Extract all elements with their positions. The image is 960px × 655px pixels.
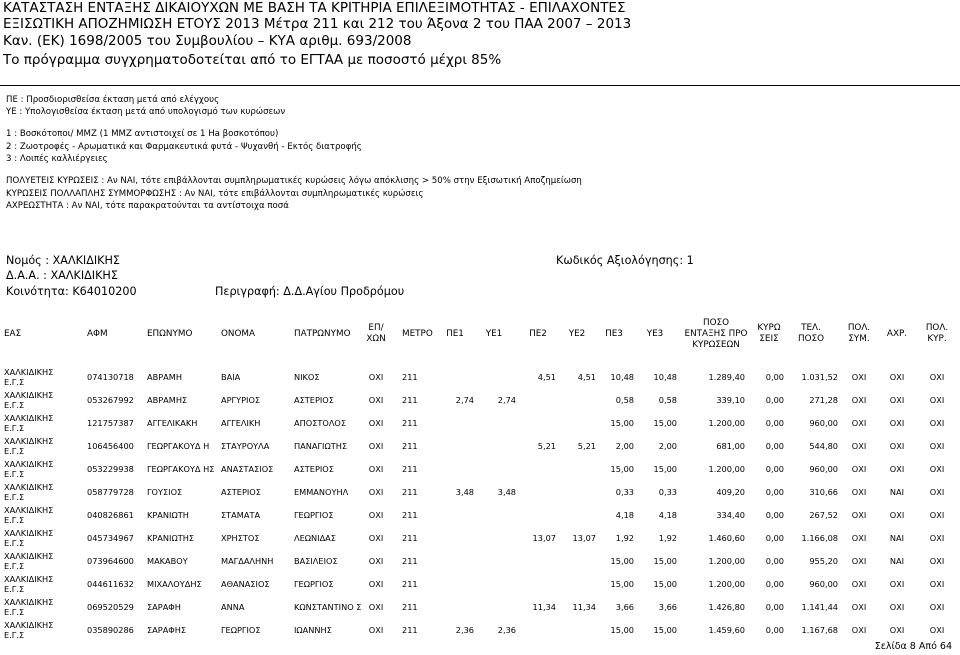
cell-ye3: 2,00 — [658, 440, 677, 451]
cell-pol-sym: ΟΧΙ — [851, 440, 867, 451]
cell-axr: ΟΧΙ — [889, 417, 905, 428]
cell-pol-kyr: ΟΧΙ — [929, 624, 945, 635]
cell-ye1 — [480, 411, 516, 434]
cell-kyroseis: 0,00 — [765, 509, 784, 520]
cell-eas: ΧΑΛΚΙΔΙΚΗΣ Ε.Γ.Σ — [4, 458, 54, 479]
cell-ye1 — [480, 434, 516, 457]
cell-patronymo: ΓΕΩΡΓΙΟΣ — [294, 578, 334, 589]
cell-ye1: 2,36 — [497, 624, 516, 635]
col-header-ye2: ΥΕ2 — [568, 328, 586, 339]
cell-pe3: 4,18 — [615, 509, 634, 520]
col-header-pe1: ΠΕ1 — [446, 328, 464, 339]
cell-eas: ΧΑΛΚΙΔΙΚΗΣ Ε.Γ.Σ — [4, 619, 54, 640]
cell-pe1 — [440, 549, 474, 572]
table-row — [0, 434, 960, 457]
cell-eas: ΧΑΛΚΙΔΙΚΗΣ Ε.Γ.Σ — [4, 573, 54, 594]
cell-epixon: ΟΧΙ — [368, 578, 384, 589]
legend-axreostita: ΑΧΡΕΩΣΤΗΤΑ : Αν ΝΑΙ, τότε παρακρατούνται τα αντίστοιχα ποσά — [6, 201, 289, 211]
cell-patronymo: ΑΣΤΕΡΙΟΣ — [294, 394, 334, 405]
cell-pe3: 0,58 — [615, 394, 634, 405]
cell-onoma: ΧΡΗΣΤΟΣ — [221, 532, 260, 543]
cell-onoma: ΜΑΓΔΑΛΗΝΗ — [221, 555, 274, 566]
cell-ye1 — [480, 526, 516, 549]
cell-metro: 211 — [402, 371, 418, 382]
cell-pe3: 2,00 — [615, 440, 634, 451]
cell-metro: 211 — [402, 440, 418, 451]
cell-pe2: 5,21 — [537, 440, 556, 451]
cell-pe1: 2,36 — [455, 624, 474, 635]
cell-kyroseis: 0,00 — [765, 440, 784, 451]
cell-eas: ΧΑΛΚΙΔΙΚΗΣ Ε.Γ.Σ — [4, 504, 54, 525]
cell-ye1: 2,74 — [497, 394, 516, 405]
col-header-pol-kyr: ΠΟΛ. ΚΥΡ. — [925, 323, 949, 344]
cell-eas: ΧΑΛΚΙΔΙΚΗΣ Ε.Γ.Σ — [4, 481, 54, 502]
cell-axr: ΟΧΙ — [889, 440, 905, 451]
cell-ye3: 15,00 — [653, 417, 677, 428]
legend-ye: ΥΕ : Υπολογισθείσα έκταση μετά από υπολογισμό των κυρώσεων — [6, 107, 286, 117]
cell-pe3: 15,00 — [610, 578, 634, 589]
cell-poso-entaxis: 1.426,80 — [708, 601, 745, 612]
col-header-pe3: ΠΕ3 — [605, 328, 623, 339]
cell-pe2 — [520, 572, 556, 595]
cell-pol-sym: ΟΧΙ — [851, 417, 867, 428]
cell-ye2: 5,21 — [577, 440, 596, 451]
cell-onoma: ΣΤΑΥΡΟΥΛΑ — [221, 440, 270, 451]
legend-polyeteis: ΠΟΛΥΕΤΕΙΣ ΚΥΡΩΣΕΙΣ : Αν ΝΑΙ, τότε επιβάλλονται συμπληρωματικές κυρώσεις λόγω απόκλισης > 50% στην Εξισωτική Αποζημείωση — [6, 176, 582, 186]
report-title-line-2: ΕΞΙΣΩΤΙΚΗ ΑΠΟΖΗΜΙΩΣΗ ΕΤΟΥΣ 2013 Μέτρα 211 και 212 του Άξονα 2 του ΠΑΑ 2007 – 2013 — [3, 16, 632, 32]
cell-afm: 074130718 — [87, 371, 134, 382]
table-row — [0, 480, 960, 503]
cell-kyroseis: 0,00 — [765, 578, 784, 589]
page-number: Σελίδα 8 Από 64 — [874, 641, 952, 652]
cell-metro: 211 — [402, 486, 418, 497]
cell-ye1 — [480, 365, 516, 388]
cell-poso-entaxis: 409,20 — [716, 486, 745, 497]
cell-pol-sym: ΟΧΙ — [851, 394, 867, 405]
cell-onoma: ΑΘΑΝΑΣΙΟΣ — [221, 578, 270, 589]
cell-pe1 — [440, 365, 474, 388]
cell-pe3: 15,00 — [610, 555, 634, 566]
table-row — [0, 595, 960, 618]
cell-onoma: ΑΡΓΥΡΙΟΣ — [221, 394, 261, 405]
kodikos-axiologisis: Κωδικός Αξιολόγησης: 1 — [556, 254, 694, 267]
cell-epixon: ΟΧΙ — [368, 440, 384, 451]
table-row — [0, 411, 960, 434]
cell-poso-entaxis: 1.460,60 — [708, 532, 745, 543]
col-header-poso-entaxis: ΠΟΣΟ ΕΝΤΑΞΗΣ ΠΡΟ ΚΥΡΩΣΕΩΝ — [684, 317, 748, 350]
cell-eponymo: ΓΟΥΣΙΟΣ — [147, 486, 183, 497]
cell-pe3: 15,00 — [610, 624, 634, 635]
cell-metro: 211 — [402, 578, 418, 589]
cell-tel-poso: 960,00 — [809, 417, 838, 428]
cell-ye2 — [560, 549, 596, 572]
cell-poso-entaxis: 1.200,00 — [708, 463, 745, 474]
cell-ye3: 4,18 — [658, 509, 677, 520]
cell-pol-kyr: ΟΧΙ — [929, 509, 945, 520]
cell-ye3: 10,48 — [653, 371, 677, 382]
cell-pe2: 11,34 — [532, 601, 556, 612]
cell-onoma: ΑΝΑΣΤΑΣΙΟΣ — [221, 463, 274, 474]
cell-pol-sym: ΟΧΙ — [851, 463, 867, 474]
report-title-line-4: Το πρόγραμμα συγχρηματοδοτείται από το ΕΓΤΑΑ με ποσοστό μέχρι 85% — [3, 52, 502, 68]
cell-eas: ΧΑΛΚΙΔΙΚΗΣ Ε.Γ.Σ — [4, 550, 54, 571]
cell-axr: ΝΑΙ — [889, 486, 905, 497]
cell-afm: 053267992 — [87, 394, 134, 405]
cell-patronymo: ΓΕΩΡΓΙΟΣ — [294, 509, 334, 520]
col-header-pol-sym: ΠΟΛ. ΣΥΜ. — [847, 323, 871, 344]
legend-category-3: 3 : Λοιπές καλλιέργειες — [6, 154, 108, 164]
cell-ye3: 0,58 — [658, 394, 677, 405]
cell-pe2: 13,07 — [532, 532, 556, 543]
cell-epixon: ΟΧΙ — [368, 463, 384, 474]
cell-ye3: 15,00 — [653, 578, 677, 589]
cell-pe2 — [520, 457, 556, 480]
cell-axr: ΟΧΙ — [889, 578, 905, 589]
cell-ye3: 1,92 — [658, 532, 677, 543]
cell-ye1 — [480, 457, 516, 480]
cell-ye2 — [560, 388, 596, 411]
cell-eponymo: ΚΡΑΝΙΩΤΗΣ — [147, 532, 195, 543]
cell-ye3: 0,33 — [658, 486, 677, 497]
cell-pe1 — [440, 572, 474, 595]
cell-patronymo: ΚΩΝΣΤΑΝΤΙΝΟ Σ — [294, 601, 362, 612]
cell-pe1: 2,74 — [455, 394, 474, 405]
cell-patronymo: ΕΜΜΑΝΟΥΗΛ — [294, 486, 349, 497]
cell-afm: 073964600 — [87, 555, 134, 566]
cell-tel-poso: 960,00 — [809, 578, 838, 589]
col-header-epixon: ΕΠ/ ΧΩΝ — [366, 323, 386, 344]
cell-epixon: ΟΧΙ — [368, 394, 384, 405]
cell-metro: 211 — [402, 601, 418, 612]
cell-poso-entaxis: 1.200,00 — [708, 417, 745, 428]
cell-pol-sym: ΟΧΙ — [851, 509, 867, 520]
table-body — [0, 365, 960, 641]
cell-epixon: ΟΧΙ — [368, 371, 384, 382]
cell-axr: ΟΧΙ — [889, 624, 905, 635]
cell-kyroseis: 0,00 — [765, 486, 784, 497]
cell-pe2 — [520, 388, 556, 411]
cell-pol-sym: ΟΧΙ — [851, 532, 867, 543]
cell-afm: 044611632 — [87, 578, 134, 589]
col-header-onoma: ΟΝΟΜΑ — [221, 328, 256, 339]
cell-afm: 035890286 — [87, 624, 134, 635]
cell-eas: ΧΑΛΚΙΔΙΚΗΣ Ε.Γ.Σ — [4, 366, 54, 387]
cell-axr: ΟΧΙ — [889, 463, 905, 474]
cell-pol-kyr: ΟΧΙ — [929, 440, 945, 451]
table-row — [0, 503, 960, 526]
cell-eas: ΧΑΛΚΙΔΙΚΗΣ Ε.Γ.Σ — [4, 527, 54, 548]
cell-pol-kyr: ΟΧΙ — [929, 486, 945, 497]
cell-kyroseis: 0,00 — [765, 624, 784, 635]
cell-pe1: 3,48 — [455, 486, 474, 497]
cell-pol-kyr: ΟΧΙ — [929, 601, 945, 612]
cell-onoma: ΣΤΑΜΑΤΑ — [221, 509, 261, 520]
cell-eponymo: ΓΕΩΡΓΑΚΟΥΔ ΗΣ — [147, 463, 215, 474]
cell-metro: 211 — [402, 463, 418, 474]
cell-pol-kyr: ΟΧΙ — [929, 578, 945, 589]
cell-metro: 211 — [402, 394, 418, 405]
legend-category-1: 1 : Βοσκότοποι/ ΜΜΖ (1 ΜΜΖ αντιστοιχεί σε 1 Ha βοσκοτόπου) — [6, 129, 279, 139]
cell-eponymo: ΜΑΚΑΒΟΥ — [147, 555, 188, 566]
col-header-pe2: ΠΕ2 — [529, 328, 547, 339]
cell-ye2: 4,51 — [577, 371, 596, 382]
cell-onoma: ΑΓΓΕΛΙΚΗ — [221, 417, 261, 428]
koinotita-label: Κοινότητα: K64010200 — [6, 285, 137, 298]
cell-epixon: ΟΧΙ — [368, 555, 384, 566]
col-header-eas: ΕΑΣ — [4, 328, 22, 339]
cell-tel-poso: 544,80 — [809, 440, 838, 451]
cell-axr: ΟΧΙ — [889, 394, 905, 405]
cell-epixon: ΟΧΙ — [368, 417, 384, 428]
cell-tel-poso: 1.167,68 — [801, 624, 838, 635]
table-row — [0, 457, 960, 480]
cell-eas: ΧΑΛΚΙΔΙΚΗΣ Ε.Γ.Σ — [4, 412, 54, 433]
col-header-kyroseis: ΚΥΡΩ ΣΕΙΣ — [757, 323, 781, 344]
cell-ye3: 3,66 — [658, 601, 677, 612]
cell-tel-poso: 960,00 — [809, 463, 838, 474]
cell-pol-kyr: ΟΧΙ — [929, 394, 945, 405]
cell-axr: ΟΧΙ — [889, 601, 905, 612]
cell-pe1 — [440, 411, 474, 434]
cell-axr: ΟΧΙ — [889, 509, 905, 520]
cell-pol-kyr: ΟΧΙ — [929, 463, 945, 474]
cell-poso-entaxis: 1.289,40 — [708, 371, 745, 382]
col-header-eponymo: ΕΠΩΝΥΜΟ — [147, 328, 193, 339]
cell-patronymo: ΛΕΩΝΙΔΑΣ — [294, 532, 336, 543]
daa-label: Δ.Α.Α. : ΧΑΛΚΙΔΙΚΗΣ — [6, 269, 118, 282]
cell-ye1: 3,48 — [497, 486, 516, 497]
cell-pe1 — [440, 434, 474, 457]
cell-kyroseis: 0,00 — [765, 555, 784, 566]
cell-eponymo: ΑΒΡΑΜΗΣ — [147, 394, 188, 405]
cell-eas: ΧΑΛΚΙΔΙΚΗΣ Ε.Γ.Σ — [4, 596, 54, 617]
cell-tel-poso: 271,28 — [809, 394, 838, 405]
cell-eponymo: ΚΡΑΝΙΩΤΗ — [147, 509, 189, 520]
cell-kyroseis: 0,00 — [765, 463, 784, 474]
cell-ye2 — [560, 457, 596, 480]
cell-pe1 — [440, 595, 474, 618]
cell-eponymo: ΣΑΡΑΦΗΣ — [147, 624, 187, 635]
cell-ye2 — [560, 618, 596, 641]
cell-metro: 211 — [402, 624, 418, 635]
cell-eponymo: ΜΙΧΑΛΟΥΔΗΣ — [147, 578, 202, 589]
cell-ye3: 15,00 — [653, 555, 677, 566]
report-title-line-1: ΚΑΤΑΣΤΑΣΗ ΕΝΤΑΞΗΣ ΔΙΚΑΙΟΥΧΩΝ ΜΕ ΒΑΣΗ ΤΑ ΚΡΙΤΗΡΙΑ ΕΠΙΛΕΞΙΜΟΤΗΤΑΣ - ΕΠΙΛΑΧΟΝΤΕΣ — [3, 0, 626, 16]
cell-onoma: ΒΑΙΑ — [221, 371, 241, 382]
cell-afm: 069520529 — [87, 601, 134, 612]
col-header-tel-poso: ΤΕΛ. ΠΟΣΟ — [797, 323, 825, 344]
cell-pol-kyr: ΟΧΙ — [929, 417, 945, 428]
cell-axr: ΟΧΙ — [889, 371, 905, 382]
cell-pe3: 15,00 — [610, 417, 634, 428]
cell-ye1 — [480, 503, 516, 526]
cell-ye3: 15,00 — [653, 463, 677, 474]
cell-onoma: ΑΝΝΑ — [221, 601, 245, 612]
cell-pe1 — [440, 503, 474, 526]
cell-patronymo: ΑΠΟΣΤΟΛΟΣ — [294, 417, 347, 428]
cell-tel-poso: 267,52 — [809, 509, 838, 520]
cell-afm: 053229938 — [87, 463, 134, 474]
cell-pol-kyr: ΟΧΙ — [929, 532, 945, 543]
col-header-ye1: ΥΕ1 — [485, 328, 503, 339]
cell-poso-entaxis: 1.200,00 — [708, 578, 745, 589]
cell-epixon: ΟΧΙ — [368, 509, 384, 520]
cell-pe2 — [520, 480, 556, 503]
cell-ye3: 15,00 — [653, 624, 677, 635]
cell-ye2: 11,34 — [572, 601, 596, 612]
cell-patronymo: ΑΣΤΕΡΙΟΣ — [294, 463, 334, 474]
legend-pe: ΠΕ : Προσδιορισθείσα έκταση μετά από ελέγχους — [6, 95, 220, 105]
cell-pe1 — [440, 526, 474, 549]
cell-epixon: ΟΧΙ — [368, 601, 384, 612]
table-row — [0, 572, 960, 595]
cell-pe3: 3,66 — [615, 601, 634, 612]
cell-tel-poso: 1.166,08 — [801, 532, 838, 543]
cell-pol-kyr: ΟΧΙ — [929, 371, 945, 382]
cell-pe3: 1,92 — [615, 532, 634, 543]
cell-pe2 — [520, 503, 556, 526]
cell-poso-entaxis: 1.200,00 — [708, 555, 745, 566]
cell-ye1 — [480, 595, 516, 618]
cell-poso-entaxis: 681,00 — [716, 440, 745, 451]
legend-category-2: 2 : Ζωοτροφές - Αρωματικά και Φαρμακευτικά φυτά - Ψυχανθή - Εκτός διατροφής — [6, 142, 362, 152]
col-header-axr: ΑΧΡ. — [886, 328, 908, 339]
cell-pe2: 4,51 — [537, 371, 556, 382]
cell-pol-sym: ΟΧΙ — [851, 578, 867, 589]
cell-pol-kyr: ΟΧΙ — [929, 555, 945, 566]
table-row — [0, 526, 960, 549]
report-title-line-3: Καν. (ΕΚ) 1698/2005 του Συμβουλίου – ΚΥΑ αριθμ. 693/2008 — [3, 33, 412, 49]
cell-kyroseis: 0,00 — [765, 532, 784, 543]
cell-ye2 — [560, 411, 596, 434]
cell-ye2: 13,07 — [572, 532, 596, 543]
legend-pollaplis: ΚΥΡΩΣΕΙΣ ΠΟΛΛΑΠΛΗΣ ΣΥΜΜΟΡΦΩΣΗΣ : Αν ΝΑΙ, τότε επιβάλλονται συμπληρωματικές κυρώσεις — [6, 189, 424, 199]
cell-ye2 — [560, 480, 596, 503]
cell-metro: 211 — [402, 532, 418, 543]
cell-ye2 — [560, 572, 596, 595]
cell-pol-sym: ΟΧΙ — [851, 601, 867, 612]
cell-ye2 — [560, 503, 596, 526]
cell-pol-sym: ΟΧΙ — [851, 624, 867, 635]
cell-poso-entaxis: 334,40 — [716, 509, 745, 520]
cell-afm: 040826861 — [87, 509, 134, 520]
cell-tel-poso: 1.141,44 — [801, 601, 838, 612]
table-row — [0, 618, 960, 641]
cell-eponymo: ΑΓΓΕΛΙΚΑΚΗ — [147, 417, 198, 428]
cell-pol-sym: ΟΧΙ — [851, 486, 867, 497]
perigrafi-label: Περιγραφή: Δ.Δ.Αγίου Προδρόμου — [215, 285, 405, 298]
cell-patronymo: ΙΩΑΝΝΗΣ — [294, 624, 332, 635]
cell-eas: ΧΑΛΚΙΔΙΚΗΣ Ε.Γ.Σ — [4, 389, 54, 410]
cell-eas: ΧΑΛΚΙΔΙΚΗΣ Ε.Γ.Σ — [4, 435, 54, 456]
cell-kyroseis: 0,00 — [765, 601, 784, 612]
col-header-afm: ΑΦΜ — [87, 328, 108, 339]
cell-epixon: ΟΧΙ — [368, 624, 384, 635]
cell-metro: 211 — [402, 555, 418, 566]
cell-axr: ΝΑΙ — [889, 555, 905, 566]
cell-eponymo: ΣΑΡΑΦΗ — [147, 601, 181, 612]
cell-kyroseis: 0,00 — [765, 371, 784, 382]
cell-eponymo: ΑΒΡΑΜΗ — [147, 371, 182, 382]
cell-pe2 — [520, 411, 556, 434]
cell-patronymo: ΝΙΚΟΣ — [294, 371, 320, 382]
cell-pol-sym: ΟΧΙ — [851, 555, 867, 566]
cell-pe3: 10,48 — [610, 371, 634, 382]
cell-tel-poso: 1.031,52 — [801, 371, 838, 382]
table-row — [0, 549, 960, 572]
cell-poso-entaxis: 1.459,60 — [708, 624, 745, 635]
nomos-label: Νομός : ΧΑΛΚΙΔΙΚΗΣ — [6, 254, 120, 267]
cell-pe2 — [520, 549, 556, 572]
table-row — [0, 388, 960, 411]
cell-tel-poso: 310,66 — [809, 486, 838, 497]
cell-kyroseis: 0,00 — [765, 394, 784, 405]
cell-pe3: 15,00 — [610, 463, 634, 474]
cell-patronymo: ΠΑΝΑΓΙΩΤΗΣ — [294, 440, 348, 451]
cell-ye1 — [480, 572, 516, 595]
title-divider — [0, 85, 960, 86]
table-row — [0, 365, 960, 388]
cell-eponymo: ΓΕΩΡΓΑΚΟΥΔ Η — [147, 440, 210, 451]
cell-epixon: ΟΧΙ — [368, 486, 384, 497]
cell-axr: ΝΑΙ — [889, 532, 905, 543]
cell-afm: 058779728 — [87, 486, 134, 497]
cell-onoma: ΑΣΤΕΡΙΟΣ — [221, 486, 261, 497]
cell-pol-sym: ΟΧΙ — [851, 371, 867, 382]
cell-pe1 — [440, 457, 474, 480]
cell-metro: 211 — [402, 417, 418, 428]
cell-pe3: 0,33 — [615, 486, 634, 497]
cell-afm: 045734967 — [87, 532, 134, 543]
col-header-ye3: ΥΕ3 — [646, 328, 664, 339]
cell-epixon: ΟΧΙ — [368, 532, 384, 543]
cell-onoma: ΓΕΩΡΓΙΟΣ — [221, 624, 261, 635]
cell-metro: 211 — [402, 509, 418, 520]
cell-afm: 121757387 — [87, 417, 134, 428]
cell-afm: 106456400 — [87, 440, 134, 451]
col-header-patronymo: ΠΑΤΡΩΝΥΜΟ — [294, 328, 351, 339]
cell-ye1 — [480, 549, 516, 572]
cell-patronymo: ΒΑΣΙΛΕΙΟΣ — [294, 555, 338, 566]
cell-kyroseis: 0,00 — [765, 417, 784, 428]
cell-pe2 — [520, 618, 556, 641]
col-header-metro: ΜΕΤΡΟ — [402, 328, 433, 339]
cell-tel-poso: 955,20 — [809, 555, 838, 566]
cell-poso-entaxis: 339,10 — [716, 394, 745, 405]
